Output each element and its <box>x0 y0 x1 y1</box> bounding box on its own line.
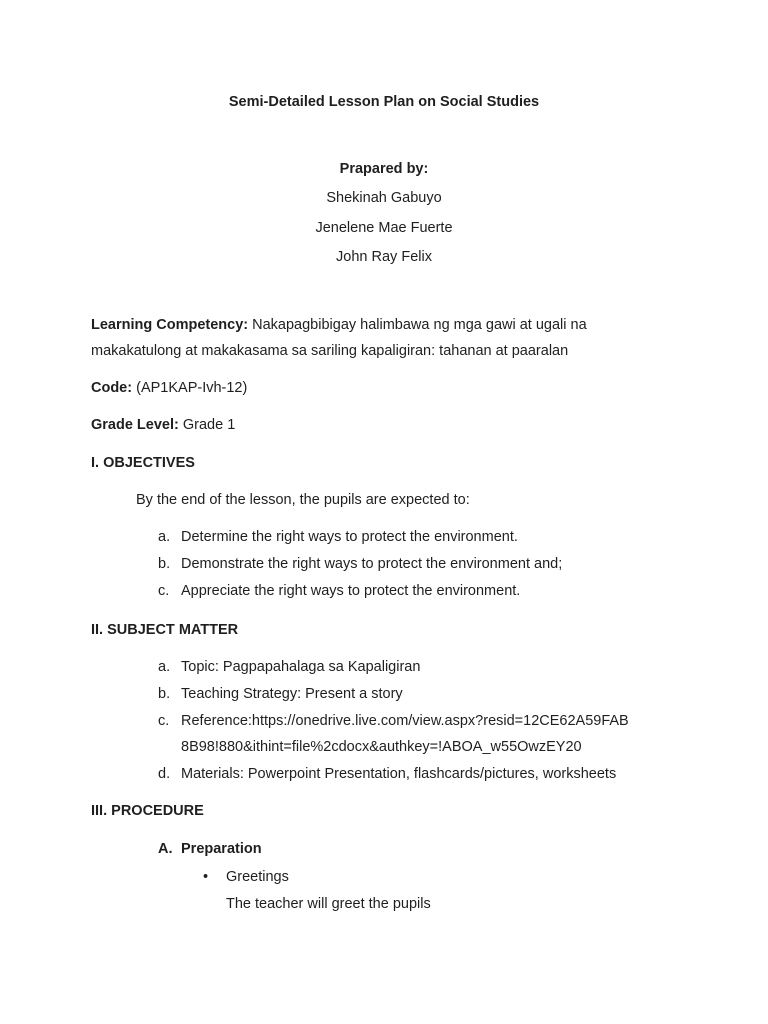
document-title: Semi-Detailed Lesson Plan on Social Studies <box>228 94 540 110</box>
code-line <box>91 379 247 397</box>
procedure-preparation-label: Preparation <box>181 841 262 857</box>
bullet-item-detail: The teacher will greet the pupils <box>226 896 431 912</box>
code-value: (AP1KAP-Ivh-12) <box>132 380 248 396</box>
subject-marker-b: b. <box>158 686 171 702</box>
objective-item-a: Determine the right ways to protect the environment. <box>181 529 518 545</box>
procedure-sub-marker: A. <box>158 841 173 857</box>
prepared-by-label: Prapared by: <box>339 161 429 177</box>
learning-competency-line1 <box>91 316 587 334</box>
objective-item-b: Demonstrate the right ways to protect the environment and; <box>181 556 563 572</box>
subject-item-reference: Reference:https://onedrive.live.com/view.aspx?resid=12CE62A59FAB <box>181 713 629 729</box>
subject-matter-heading: II. SUBJECT MATTER <box>91 622 239 638</box>
grade-level-label: Grade Level: <box>91 417 179 433</box>
author-2: Jenelene Mae Fuerte <box>315 220 453 236</box>
subject-item-strategy: Teaching Strategy: Present a story <box>181 686 403 702</box>
bullet-item-greetings: Greetings <box>226 869 289 885</box>
grade-level-value: Grade 1 <box>178 417 236 433</box>
grade-level-line <box>91 416 235 434</box>
objective-item-c: Appreciate the right ways to protect the environment. <box>181 583 521 599</box>
learning-competency-text: Nakapagbibigay halimbawa ng mga gawi at ugali na <box>248 317 587 333</box>
code-label: Code: <box>91 380 133 396</box>
objective-marker-a: a. <box>158 529 171 545</box>
subject-marker-d: d. <box>158 766 171 782</box>
procedure-heading: III. PROCEDURE <box>91 803 204 819</box>
subject-item-reference-cont: 8B98!880&ithint=file%2cdocx&authkey=!ABOA_w55OwzEY20 <box>181 739 582 755</box>
author-3: John Ray Felix <box>336 249 432 265</box>
subject-marker-a: a. <box>158 659 171 675</box>
objective-marker-c: c. <box>158 583 170 599</box>
learning-competency-line2: makakatulong at makakasama sa sariling kapaligiran: tahanan at paaralan <box>91 343 569 359</box>
subject-item-topic: Topic: Pagpapahalaga sa Kapaligiran <box>181 659 421 675</box>
subject-marker-c: c. <box>158 713 170 729</box>
subject-item-materials: Materials: Powerpoint Presentation, flashcards/pictures, worksheets <box>181 766 617 782</box>
author-1: Shekinah Gabuyo <box>326 190 442 206</box>
bullet-icon: • <box>203 869 209 885</box>
objectives-intro: By the end of the lesson, the pupils are expected to: <box>136 492 470 508</box>
objective-marker-b: b. <box>158 556 171 572</box>
objectives-heading: I. OBJECTIVES <box>91 455 195 471</box>
learning-competency-label: Learning Competency: <box>91 317 249 333</box>
